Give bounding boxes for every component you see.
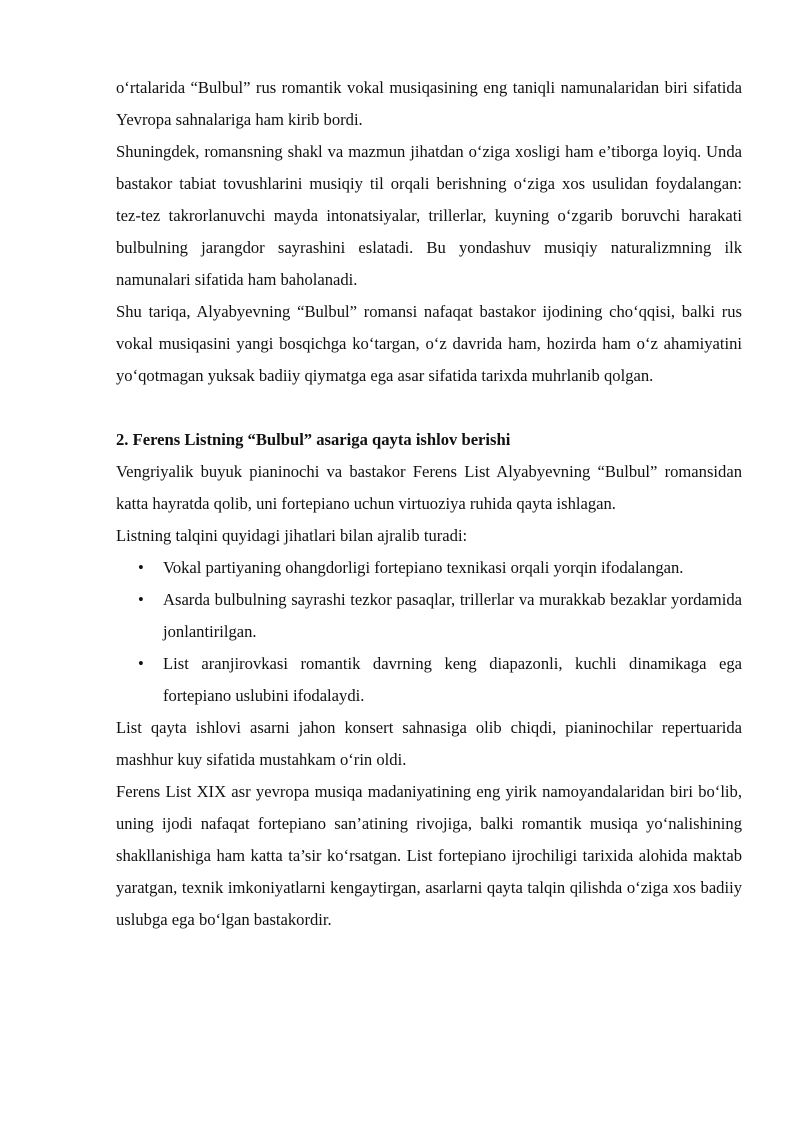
document-page [116,72,742,936]
paragraph-romance-form: Shuningdek, romansning shakl va mazmun jihatdan o‘ziga xosligi ham e’tiborga loyiq. Unda bastakor tabiat tovushlarini musiqiy til orqali berishning o‘ziga xos usulidan foydalangan: tez-tez takrorlanuvchi mayda intonatsiyalar, trillerlar, kuyning o‘zgarib boruvchi harakati bulbulning jarangdor sayrashini eslatadi. Bu yondashuv musiqiy naturalizmning ilk namunalari sifatida ham baholanadi. [116,142,742,289]
paragraph-bulbul-europe: o‘rtalarida “Bulbul” rus romantik vokal musiqasining eng taniqli namunalaridan biri sifatida Yevropa sahnalariga ham kirib bordi. [116,78,742,129]
bullet-text: Vokal partiyaning ohangdorligi fortepiano texnikasi orqali yorqin ifodalangan. [163,558,684,577]
bullet-item [116,648,742,712]
paragraph-liszt-concert: List qayta ishlovi asarni jahon konsert sahnasiga olib chiqdi, pianinochilar repertuarida mashhur kuy sifatida mustahkam o‘rin oldi. [116,718,742,769]
paragraph-liszt-features-lead: Listning talqini quyidagi jihatlari bilan ajralib turadi: [116,526,468,545]
bullet-item [116,552,742,584]
features-bullet-list [116,552,742,712]
bullet-icon: • [138,558,144,577]
paragraph-romance-legacy: Shu tariqa, Alyabyevning “Bulbul” romansi nafaqat bastakor ijodining cho‘qqisi, balki rus vokal musiqasini yangi bosqichga ko‘targan, o‘z davrida ham, hozirda ham o‘z ahamiyatini yo‘qotmagan yuksak badiiy qiymatga ega asar sifatida tarixda muhrlanib qolgan. [116,302,742,385]
bullet-text: Asarda bulbulning sayrashi tezkor pasaqlar, trillerlar va murakkab bezaklar yordamida jonlantirilgan. [163,590,742,641]
bullet-text: List aranjirovkasi romantik davrning keng diapazonli, kuchli dinamikaga ega fortepiano uslubini ifodalaydi. [163,654,742,705]
bullet-icon: • [138,590,144,609]
section-heading: 2. Ferens Listning “Bulbul” asariga qayta ishlov berishi [116,430,511,449]
paragraph-liszt-legacy: Ferens List XIX asr yevropa musiqa madaniyatining eng yirik namoyandalaridan biri bo‘lib, uning ijodi nafaqat fortepiano san’atining rivojiga, balki romantik musiqa yo‘nalishining shakllanishiga ham katta ta’sir ko‘rsatgan. List fortepiano ijrochiligi tarixida alohida maktab yaratgan, texnik imkoniyatlarni kengaytirgan, asarlarni qayta talqin qilishda o‘ziga xos badiiy uslubga ega bo‘lgan bastakordir. [116,782,742,929]
bullet-icon: • [138,654,144,673]
bullet-item [116,584,742,648]
paragraph-liszt-intro: Vengriyalik buyuk pianinochi va bastakor Ferens List Alyabyevning “Bulbul” romansidan katta hayratda qolib, uni fortepiano uchun virtuoziya ruhida qayta ishlagan. [116,462,742,513]
